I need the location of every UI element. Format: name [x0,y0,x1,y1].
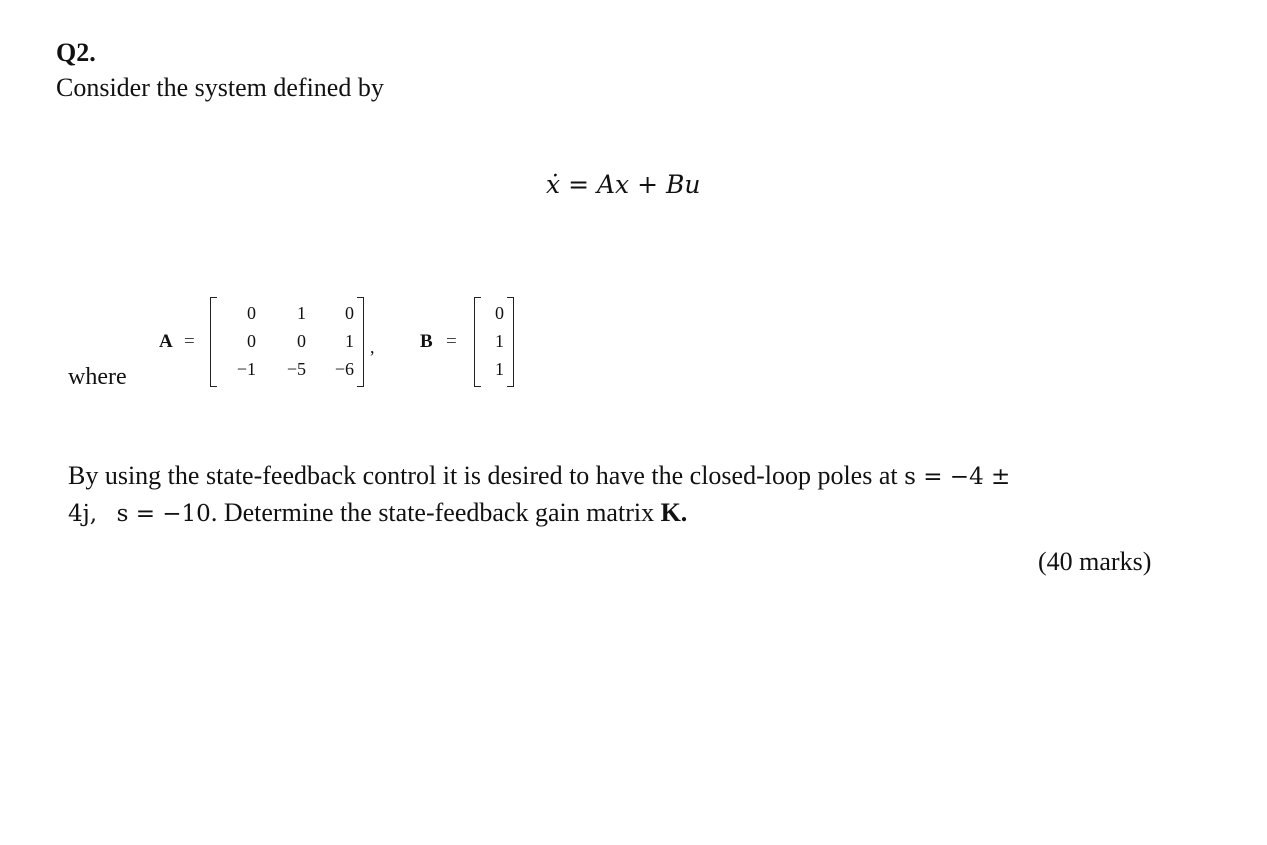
question-number: Q2. [56,38,96,67]
matrix-a-cell: 1 [297,303,306,323]
matrix-a-cell: 1 [345,331,354,351]
left-bracket [474,297,481,387]
eq-lhs: ẋ [546,170,561,199]
right-bracket [507,297,514,387]
matrix-a-cell: 0 [247,331,256,351]
matrix-separator: , [370,337,375,357]
matrix-a-equals: = [184,331,195,352]
right-bracket [357,297,364,387]
matrix-a-cell: −6 [334,359,354,379]
left-bracket [210,297,217,387]
matrix-a-cell: −1 [236,359,256,379]
question-paragraph [68,458,1010,532]
pole-real: s = −10 [116,501,211,527]
matrix-a-cell: 0 [345,303,354,323]
eq-term-ax: Ax [596,170,630,199]
pole-expression: s = −4 ± [904,464,1011,490]
question-intro: Consider the system defined by [56,73,384,102]
paragraph-text: . Determine the state-feedback gain matrix [210,498,661,527]
gain-matrix-symbol: K. [660,498,688,527]
pole-imag-part: 4j, [68,501,98,527]
state-equation [546,170,700,200]
marks-label: (40 marks) [1038,547,1152,576]
eq-term-bu: Bu [665,170,701,199]
matrix-b-equals: = [446,331,457,352]
paragraph-text: By using the state-feedback control it is desired to have the closed-loop poles at [68,461,905,490]
paragraph-line-1 [68,458,1010,495]
matrix-a-cell: 0 [297,331,306,351]
eq-equals: = [568,170,590,199]
where-label: where [68,364,127,390]
matrix-a [210,297,364,387]
matrix-b-cell: 1 [495,359,504,379]
matrix-a-cell: 0 [247,303,256,323]
eq-plus: + [637,170,659,199]
matrix-b-cell: 1 [495,331,504,351]
matrix-a-cell: −5 [286,359,306,379]
matrix-b-label: B [420,331,433,352]
paragraph-line-2 [68,495,1010,532]
matrix-a-label: A [159,331,173,352]
matrix-b-cell: 0 [495,303,504,323]
matrix-b [474,297,514,387]
